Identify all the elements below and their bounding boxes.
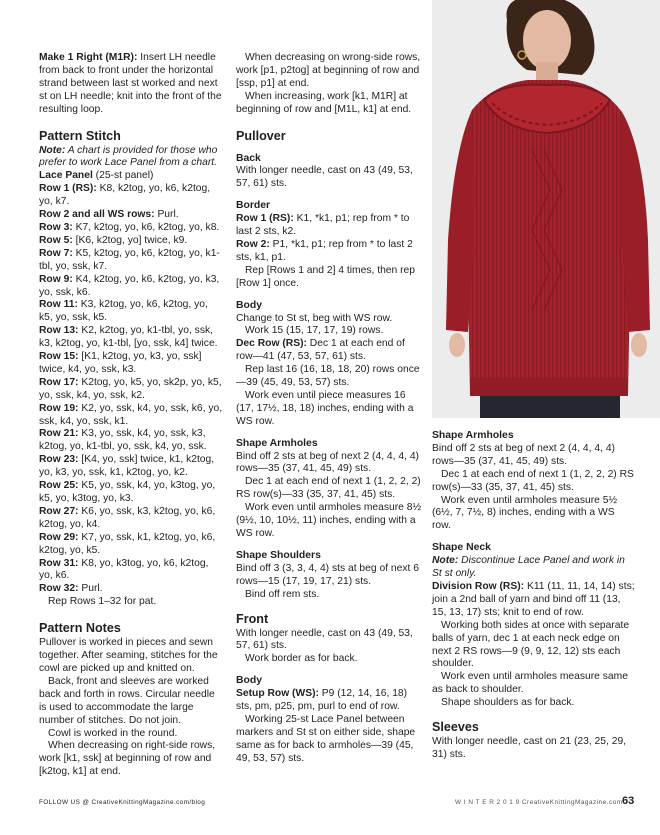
m1r-text: Insert LH needle from back to front under the horizontal strand between last st worked and next st on LH needle; knit into the front of the resulting loop. <box>39 52 222 115</box>
lace-row <box>39 454 224 480</box>
lace-row <box>39 532 224 558</box>
setup-row <box>236 688 422 714</box>
border-row-1-text: K1, *k1, p1; rep from * to last 2 sts, k2. <box>236 213 410 238</box>
note-label: Note: <box>39 144 66 156</box>
lace-row <box>39 274 224 300</box>
lace-row <box>39 583 224 596</box>
shape-armholes-heading: Shape Armholes <box>236 437 318 449</box>
lace-row-label: Row 21: <box>39 428 79 440</box>
lace-row-text: K2tog, yo, k5, yo, sk2p, yo, k5, yo, ssk, k4, yo, ssk, k2. <box>39 376 222 401</box>
border-rep: Rep [Rows 1 and 2] 4 times, then rep [Row 1] once. <box>236 264 415 289</box>
dec-row-text: Dec 1 at each end of row—41 (47, 53, 57, 61) sts. <box>236 338 405 363</box>
lace-row-label: Row 19: <box>39 402 79 414</box>
lace-row <box>39 558 224 584</box>
note-paragraph: When decreasing on right-side rows, work [k1, ssk] at beginning of row and [k2tog, k1] at end. <box>39 740 216 778</box>
rep-rows-text: Rep Rows 1–32 for pat. <box>48 596 157 608</box>
border-row-2-text: P1, *k1, p1; rep from * to last 2 sts, k1, p1. <box>236 238 413 263</box>
lace-row-label: Row 15: <box>39 351 79 363</box>
lace-row-text: K3, yo, ssk, k4, yo, ssk, k3, k2tog, yo, k1-tbl, yo, ssk, k4, yo, ssk. <box>39 428 207 453</box>
dec-row <box>236 338 422 364</box>
lace-row <box>39 403 224 429</box>
column-middle <box>236 52 422 766</box>
lace-row-label: Row 11: <box>39 299 78 311</box>
lace-row-text: K8, k2tog, yo, k6, k2tog, yo, k7. <box>39 183 211 208</box>
lace-row <box>39 480 224 506</box>
arm-even: Work even until armholes measure 5½ (6½, 7, 7½, 8) inches, ending with a WS row. <box>432 494 618 532</box>
lace-row-label: Row 2 and all WS rows: <box>39 209 155 221</box>
dec-row-label: Dec Row (RS): <box>236 338 307 350</box>
division-row-label: Division Row (RS): <box>432 580 525 592</box>
body-heading: Body <box>236 299 262 311</box>
lace-row-text: Purl. <box>154 209 179 221</box>
lace-row-text: K6, yo, ssk, k3, k2tog, yo, k6, k2tog, yo, k4. <box>39 505 216 530</box>
pattern-notes-heading: Pattern Notes <box>39 621 121 636</box>
shape-neck-heading: Shape Neck <box>432 542 491 554</box>
inc-note: When increasing, work [k1, M1R] at beginning of row and [M1L, k1] at end. <box>236 90 412 115</box>
lace-row <box>39 235 224 248</box>
lace-row <box>39 377 224 403</box>
lace-row-text: K5, yo, ssk, k4, yo, k3tog, yo, k5, yo, k3tog, yo, k3. <box>39 480 216 504</box>
lace-row-text: K3, k2tog, yo, k6, k2tog, yo, k5, yo, ssk, k5. <box>39 299 208 324</box>
lace-row-text: [K6, k2tog, yo] twice, k9. <box>72 234 188 246</box>
border-row-2-label: Row 2: <box>236 238 270 250</box>
lace-row-label: Row 9: <box>39 273 73 285</box>
lace-row-label: Row 1 (RS): <box>39 183 97 195</box>
dec-ws-note: When decreasing on wrong-side rows, work [p1, p2tog] at beginning of row and [ssp, p1] at end. <box>236 52 421 89</box>
back-cast-on: With longer needle, cast on 43 (49, 53, 57, 61) sts. <box>236 165 413 190</box>
rep-last: Rep last 16 (16, 18, 18, 20) rows once—39 (45, 49, 53, 57) sts. <box>236 364 420 389</box>
working-25: Working 25-st Lace Panel between markers and St st on either side, shape same as for back to armholes—39 (45, 49, 53, 57) sts. <box>236 713 416 764</box>
lace-row-label: Row 23: <box>39 454 79 466</box>
neck-note-text: Discontinue Lace Panel and work in St st only. <box>432 555 625 580</box>
lace-row-label: Row 3: <box>39 221 73 233</box>
lace-row <box>39 325 224 351</box>
m1r-definition <box>39 52 224 117</box>
arm-even: Work even until armholes measure 8½ (9½, 10, 10½, 11) inches, ending with a WS row. <box>236 502 422 539</box>
shoulder-bind: Bind off 3 (3, 3, 4, 4) sts at beg of next 6 rows—15 (17, 19, 17, 21) sts. <box>236 562 419 587</box>
lace-row-label: Row 27: <box>39 505 79 517</box>
arm-bind: Bind off 2 sts at beg of next 2 (4, 4, 4, 4) rows—35 (37, 41, 45, 49) sts. <box>432 442 615 467</box>
lace-row-text: [K1, k2tog, yo, k3, yo, ssk] twice, k4, yo, ssk, k3. <box>39 351 202 375</box>
lace-row-label: Row 29: <box>39 531 79 543</box>
pullover-heading: Pullover <box>236 128 286 143</box>
arm-dec: Dec 1 at each end of next 1 (1, 2, 2, 2) RS row(s)—33 (35, 37, 41, 45) sts. <box>236 476 421 501</box>
shape-shoulders-heading: Shape Shoulders <box>236 549 321 561</box>
lace-row-text: K2, k2tog, yo, k1-tbl, yo, ssk, k3, k2tog, yo, k1-tbl, [yo, ssk, k4] twice. <box>39 325 218 350</box>
lace-row-text: K5, k2tog, yo, k6, k2tog, yo, k1-tbl, yo, ssk, k7. <box>39 247 220 272</box>
chart-note <box>39 145 224 171</box>
note-text: A chart is provided for those who prefer to work Lace Panel from a chart. <box>39 144 218 169</box>
work-even: Work even until piece measures 16 (17, 17½, 18, 18) inches, ending with a WS row. <box>236 389 414 427</box>
lace-panel-title <box>39 170 224 183</box>
body-work: Work 15 (15, 17, 17, 19) rows. <box>245 325 384 337</box>
lace-row-text: K8, yo, k3tog, yo, k6, k2tog, yo, k6. <box>39 557 209 582</box>
lace-row-text: K4, k2tog, yo, k6, k2tog, yo, k3, yo, ssk, k6. <box>39 273 220 298</box>
arm-bind: Bind off 2 sts at beg of next 2 (4, 4, 4, 4) rows—35 (37, 41, 45, 49) sts. <box>236 450 419 475</box>
setup-row-text: P9 (12, 14, 16, 18) sts, pm, p25, pm, purl to end of row. <box>236 688 408 713</box>
front-border: Work border as for back. <box>245 653 358 665</box>
neck-even: Work even until armholes measure same as back to shoulder. <box>432 671 628 696</box>
lace-row <box>39 222 224 235</box>
lace-row <box>39 351 224 377</box>
back-heading: Back <box>236 152 261 164</box>
note-paragraph: Back, front and sleeves are worked back and forth in rows. Circular needle is used to accommodate the large number of stitches. Do not join. <box>39 675 215 726</box>
pattern-stitch-heading: Pattern Stitch <box>39 128 121 143</box>
lace-row-text: K7, k2tog, yo, k6, k2tog, yo, k8. <box>72 221 220 233</box>
arm-dec: Dec 1 at each end of next 1 (1, 2, 2, 2) RS row(s)—33 (35, 37, 41, 45) sts. <box>432 468 634 493</box>
setup-row-label: Setup Row (WS): <box>236 688 319 700</box>
lace-row-text: [K4, yo, ssk] twice, k1, k2tog, yo, k3, yo, ssk, k1, k2tog, yo, k2. <box>39 454 215 479</box>
front-heading: Front <box>236 611 269 626</box>
division-row <box>432 581 636 620</box>
lace-row-label: Row 25: <box>39 480 79 492</box>
front-body-heading: Body <box>236 675 262 687</box>
both-sides: Working both sides at once with separate balls of yarn, dec 1 at each neck edge on next 2 RS rows—9 (9, 9, 12, 12) sts each shoulder. <box>432 619 630 670</box>
shape-armholes-heading: Shape Armholes <box>432 430 514 441</box>
note-paragraph: Cowl is worked in the round. <box>48 727 178 739</box>
border-heading: Border <box>236 200 271 212</box>
division-row-text: K11 (11, 11, 14, 14) sts; join a 2nd ball of yarn and bind off 11 (13, 15, 13, 17) sts; knit to end of row. <box>432 580 635 618</box>
sleeves-cast-on: With longer needle, cast on 21 (23, 25, 29, 31) sts. <box>432 736 627 760</box>
border-row-1-label: Row 1 (RS): <box>236 213 294 225</box>
lace-row-text: Purl. <box>78 583 103 595</box>
footer-follow-us: FOLLOW US @ CreativeKnittingMagazine.com/blog <box>39 799 206 806</box>
lace-row <box>39 183 224 209</box>
lace-row <box>39 248 224 274</box>
lace-row-label: Row 7: <box>39 247 73 259</box>
model-photo <box>432 0 660 418</box>
neck-note-label: Note: <box>432 555 459 567</box>
front-cast-on: With longer needle, cast on 43 (49, 53, 57, 61) sts. <box>236 627 413 652</box>
sleeves-heading: Sleeves <box>432 720 479 735</box>
lace-row <box>39 209 224 222</box>
body-change: Change to St st, beg with WS row. <box>236 312 393 324</box>
lace-row-text: K2, yo, ssk, k4, yo, ssk, k6, yo, ssk, k4, yo, ssk, k1. <box>39 402 223 427</box>
lace-panel-count: (25-st panel) <box>92 170 154 182</box>
lace-row-label: Row 31: <box>39 557 79 569</box>
lace-row-label: Row 32: <box>39 583 79 595</box>
neck-shoulders: Shape shoulders as for back. <box>441 697 575 709</box>
m1r-term: Make 1 Right (M1R): <box>39 52 138 63</box>
column-left <box>39 52 224 779</box>
neck-note <box>432 555 636 581</box>
footer-issue: W I N T E R 2 0 1 9 CreativeKnittingMagazine.com <box>455 799 623 806</box>
column-right <box>432 430 636 762</box>
lace-row-label: Row 17: <box>39 376 79 388</box>
lace-row-text: K7, yo, ssk, k1, k2tog, yo, k6, k2tog, yo, k5. <box>39 531 216 556</box>
lace-panel-label: Lace Panel <box>39 170 93 182</box>
lace-row <box>39 428 224 454</box>
lace-row-label: Row 5: <box>39 234 73 246</box>
lace-row <box>39 506 224 532</box>
lace-row-label: Row 13: <box>39 325 79 337</box>
lace-row <box>39 299 224 325</box>
page-number: 63 <box>622 795 635 807</box>
model-illustration <box>432 0 660 418</box>
border-row-2 <box>236 239 422 265</box>
shoulder-rem: Bind off rem sts. <box>245 588 320 600</box>
lace-panel-rows <box>39 183 224 596</box>
border-row-1 <box>236 213 422 239</box>
note-paragraph: Pullover is worked in pieces and sewn together. After seaming, stitches for the cowl are picked up and knitted on. <box>39 637 218 674</box>
